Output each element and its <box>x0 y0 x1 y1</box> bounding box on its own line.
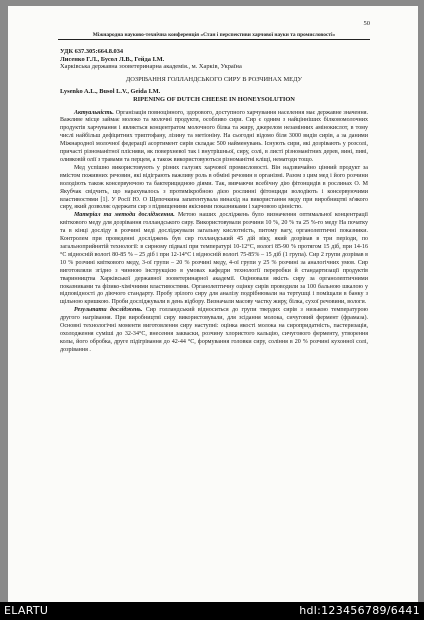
authors-ua: Лисенко Г.Л., Бусол Л.В., Гейда І.М. <box>60 55 165 63</box>
paragraph-results: Результати досліджень. Сир голландський відноситься до групи твердих сирів з низькою температурою другого нагрівання. При виробництві сиру використовували, для зсідання молока, сичуговий фермент (фрамаза). Основні технологічні моменти виготовлення сиру наступні: оцінка якості молока на сиропридатність, пастеризація, охолодження суміші до 32-34°С, внесення закваски, розчину хлористого кальцію, сичугового ферменту, утворення колы, його обробка, друге підігрівання до 42-44 °С, формування головки сиру, соління в 20 % розчині кухонної солі, дозрівання . <box>60 307 369 353</box>
title-ua: ДОЗРІВАННЯ ГОЛЛАНДСЬКОГО СИРУ В РОЗЧИНАХ МЕДУ <box>125 75 303 83</box>
page-number: 50 <box>363 20 370 27</box>
article <box>60 48 368 355</box>
affiliation: Харківська державна зооветеринарна академія., м. Харків, Україна <box>60 63 242 71</box>
running-header: Міжнародна науково-технічна конференція «Стан і перспективи харчової науки та промисловості» <box>58 32 370 40</box>
viewer-status-bar <box>0 602 424 620</box>
title-en: RIPENING OF DUTCH CHEESE IN HONEYSOLUTION <box>133 95 295 103</box>
udk-code: УДК 637.305:664.8.034 <box>60 48 124 55</box>
paragraph-relevance: Актуальність. Організація повноцінного, здорового, доступного харчування населення має державне значення. Важливе місце займає молоко та молочні продукти, особливо сири. Сир є одним з найцінніших білковомолочних продуктів харчування і являється концентратом молочного білка та жиру, джерелом незамінних амінокислот, в тому числі найбільш дефіцитних триптофану, лізину та метіоніну. На сьогодні відомо біля 3000 видів сирів, а за даними Міжнародної молочної федерації асортимент сирів складає 500 найменувань. Існують сири, які дозрівають у розсолі, причасті різноманітної плісняви, як поверхневої так і внутрішньої, сиру, солі, в листі різноманітних дерев, вині, пиві, оливковій олії з травами та перцем, а також використовуються різноманітні кліщі, нематоди тощо. <box>60 109 368 163</box>
document-page <box>8 6 418 602</box>
authors-en: Lysenko A.L., Busol L.V., Geida I.M. <box>60 88 161 96</box>
paragraph-methods: Матеріал та методи дослідження. Метою наших досліджень було визначення оптимальної концентрації квіткового меду для дозрівання голландського сиру. Використовували розчини 10 %, 20 % та 25 %-го меду На початку та в кінці досліду в розчині меді досліджували загальну кислотність, питому вагу, органолептичні показники. Контролем при проведенні досліджень був сир голландський 45 дій віку, який дозрівав в три періоди, по загальноприйнятій технології: в сирному підвалі при температурі 10-12°С, вологі 85-90 % протягом 15 діб, при 14-16 °С відносній вологі 80-85 % – 25 діб і при 12-14°С і відносній вологі 75-85% – 15 діб (1 група). Сир 2 групи дозрівав в 10 % розчині квіткового меду, 3-ої групи – 20 % розчині меду, 4-ої групи у 25 % розчині за аналогічних умов. Сир виготовляли згідно з чинною інструкцією в умовах кафедри технології переробки й стандартизації продуктів тваринництва Харківської державної зооветеринарної академії. Оцінювали якість сиру за органолептичними показниками та фізико-хімічними властивостями. Органолептичну оцінку сирів проводили за 100 бальною шкалою у відповідності до діючого стандарту. Пробу зрілого сиру для аналізу подрібнювали на тертушці і поміщали в банку з щільною кришкою. Проби досліджували в день відбору. Визначали масову частку жиру, білка, сухої речовини, вологи. <box>60 212 368 306</box>
paragraph-honey: Мед успішно використовують у різних галузях харчової промисловості. Він надзвичайно цінний продукт за вмістом поживних речовин, які відіграють важливу роль в обміні речовин в організмі. Разом з цим мед і його розчини володіють також консервуючою та бактерицидною діями. Так, вивчаючи всебічну дію фітонцидів в рослинах О. М Якубчак свідчить, що нарахувалось з протимікробною дією рослинні фітонциди володіють і консервуючими властивостями [1]. У Росії Ю. О Щепочкина запатентувала винахід на використання меду при виробництві м'якого сиру, який дозволяє одержати сир з підвищеними якісними показниками і харчовою цінністю. <box>60 164 368 211</box>
repository-name: ELARTU <box>4 604 49 617</box>
handle-id: hdl:123456789/6441 <box>299 604 420 617</box>
